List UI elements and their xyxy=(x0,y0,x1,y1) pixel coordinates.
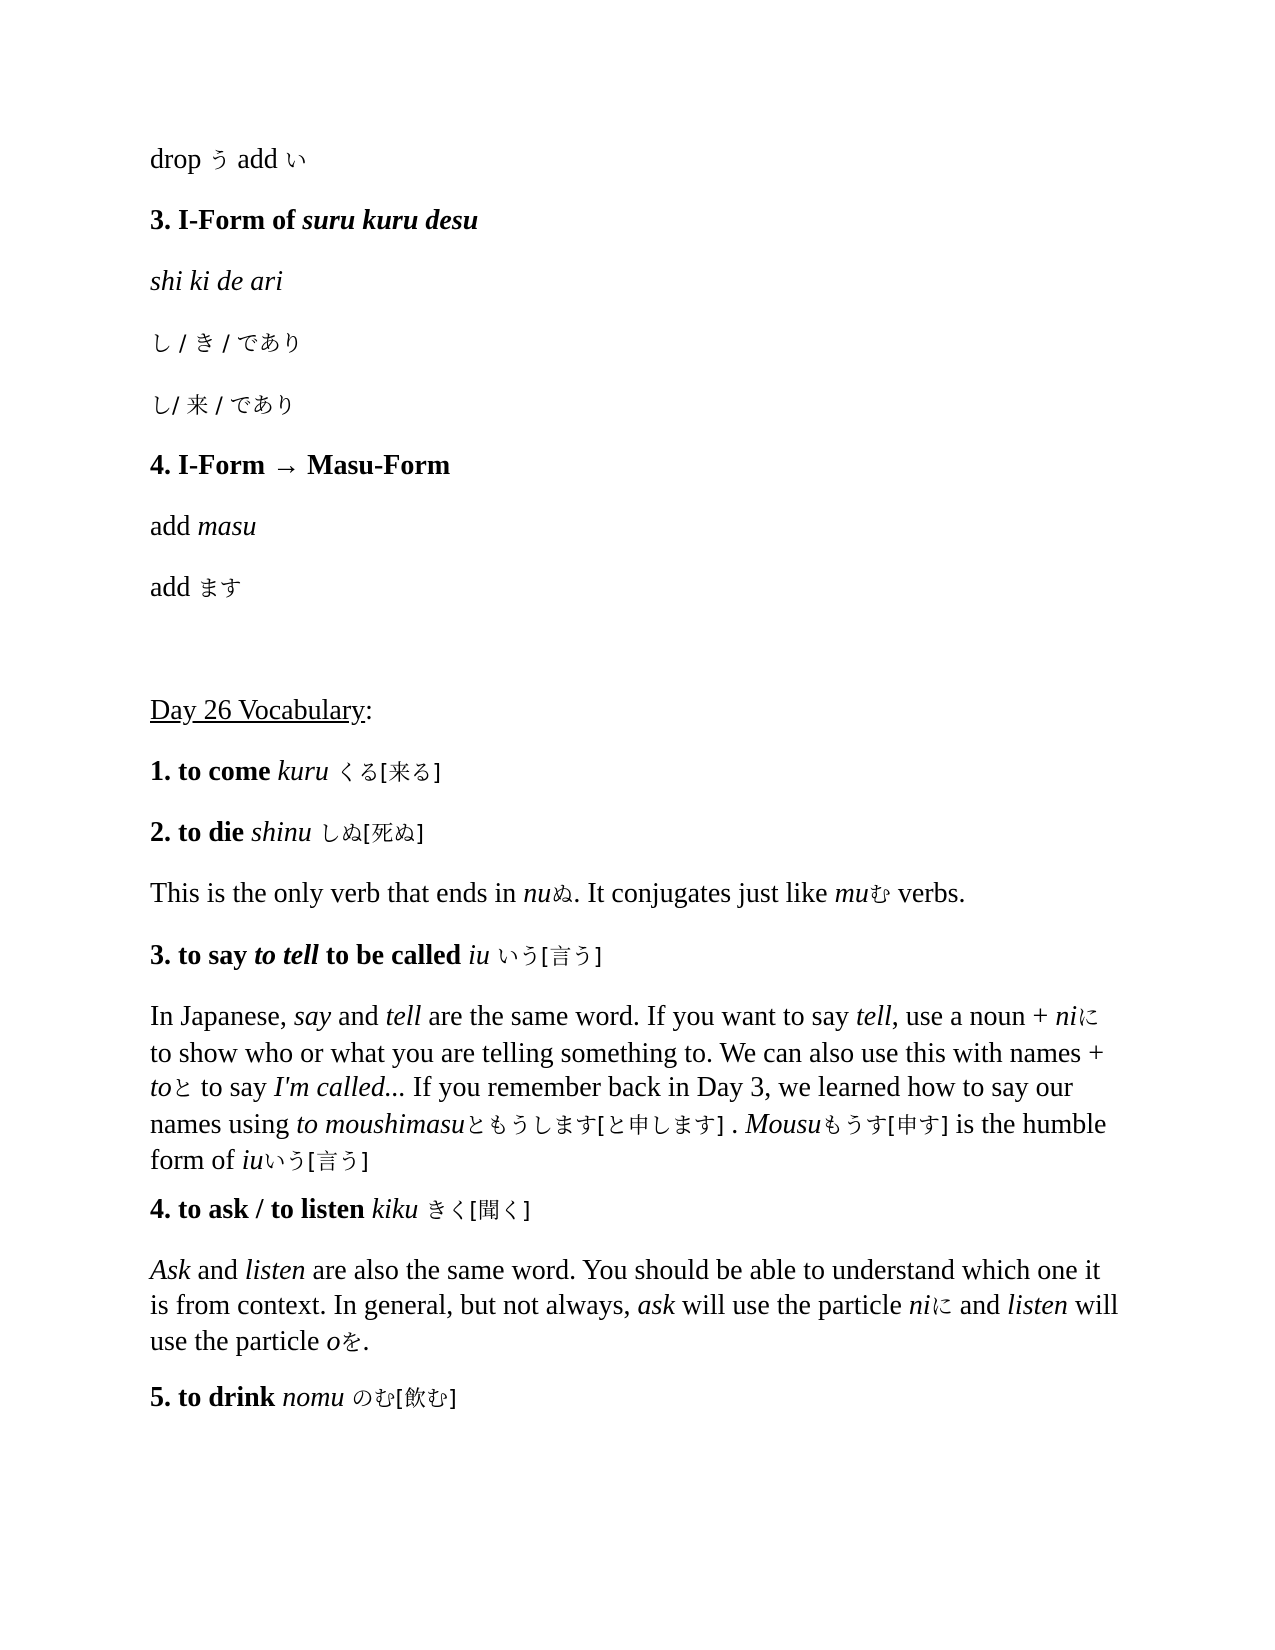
text: , use a noun + xyxy=(891,1001,1056,1032)
vocab-item xyxy=(150,939,602,975)
heading-italic: suru kuru desu xyxy=(302,205,479,236)
vocab-label: 5. to drink xyxy=(150,1382,276,1413)
text: and xyxy=(331,1001,386,1032)
text: are the same word. If you want to say xyxy=(421,1001,857,1032)
vocab-kana: きく[聞く] xyxy=(425,1199,531,1224)
kana-line xyxy=(150,326,303,362)
kana: い xyxy=(284,149,307,174)
add-masu-romaji xyxy=(150,510,257,544)
kana: む xyxy=(868,883,891,908)
vocab-kana: くる[来る] xyxy=(335,761,442,786)
text: and xyxy=(190,1255,245,1286)
kana: ます xyxy=(197,577,242,602)
heading-masu xyxy=(150,449,450,483)
vocab-label: to be called xyxy=(318,940,462,971)
italic: tell xyxy=(385,1001,422,1032)
kana: と xyxy=(171,1077,194,1102)
italic: say xyxy=(293,1001,332,1032)
text: to say xyxy=(193,1072,274,1103)
italic: tell xyxy=(856,1001,892,1032)
vocab-item xyxy=(150,816,424,852)
heading-text: 3. I-Form of xyxy=(150,205,303,236)
heading-text: 4. I-Form → Masu-Form xyxy=(150,450,451,481)
text: add xyxy=(230,144,285,175)
kana-text: し / き / であり xyxy=(150,332,303,357)
romaji: nu xyxy=(523,878,552,909)
text: add xyxy=(150,511,198,542)
vocab-label: 2. to die xyxy=(150,817,245,848)
text: . xyxy=(724,1108,746,1140)
text: . xyxy=(362,1326,370,1357)
note-ask xyxy=(150,1254,1125,1362)
kana: ぬ xyxy=(551,883,574,908)
vocab-kana: のむ[飲む] xyxy=(351,1387,457,1412)
italic: Ask xyxy=(150,1255,191,1286)
italic: listen xyxy=(244,1255,306,1286)
rule-drop-u xyxy=(150,143,307,179)
romaji: to xyxy=(150,1072,172,1103)
italic: ask xyxy=(637,1289,675,1321)
romaji-text: shi ki de ari xyxy=(150,266,283,297)
colon: : xyxy=(365,695,373,726)
vocab-kana: しぬ[死ぬ] xyxy=(318,822,424,847)
kanji-line xyxy=(150,388,296,424)
romaji-line xyxy=(150,265,283,299)
text: and xyxy=(952,1289,1008,1321)
text: verbs. xyxy=(890,878,966,909)
vocab-label: 4. to ask / to listen xyxy=(150,1194,365,1225)
vocab-item xyxy=(150,1193,531,1229)
kana: ともうします[と申します] xyxy=(465,1113,725,1139)
vocab-romaji: kiku xyxy=(371,1194,419,1225)
text: will use the particle xyxy=(674,1289,909,1321)
vocab-romaji: iu xyxy=(468,940,490,971)
text: . It conjugates just like xyxy=(573,878,835,909)
text: add xyxy=(150,572,198,603)
vocab-title: Day 26 Vocabulary xyxy=(150,695,366,726)
vocab-item xyxy=(150,1381,457,1417)
text: will use the particle xyxy=(150,1289,1119,1357)
romaji: iu xyxy=(241,1145,264,1176)
kana: もうす[申す] xyxy=(821,1113,949,1139)
romaji: ni xyxy=(1055,1001,1078,1032)
vocab-label: 3. to say xyxy=(150,940,255,971)
kana: に xyxy=(1077,1006,1100,1031)
kana: に xyxy=(930,1294,953,1320)
add-masu-kana xyxy=(150,571,241,607)
vocab-romaji: shinu xyxy=(251,817,312,848)
text: This is the only verb that ends in xyxy=(150,878,524,909)
heading-iform xyxy=(150,204,478,238)
note-say xyxy=(150,1000,1125,1181)
italic: listen xyxy=(1007,1289,1068,1321)
text: If you remember back in Day 3, we learned how to say our names using xyxy=(150,1072,1073,1140)
romaji: o xyxy=(326,1326,341,1357)
kana: を xyxy=(340,1331,363,1356)
vocab-item xyxy=(150,755,441,791)
text: drop xyxy=(150,144,209,175)
vocab-label: 1. to come xyxy=(150,756,271,787)
kanji-text: し/ 来 / であり xyxy=(150,394,296,419)
romaji: mu xyxy=(834,878,869,909)
vocab-label-italic: to tell xyxy=(254,940,319,971)
text: to show who or what you are telling something to. We can also use this with names + xyxy=(150,1037,1104,1069)
kana: いう[言う] xyxy=(263,1150,369,1175)
italic: I'm called... xyxy=(273,1072,406,1103)
vocab-kana: いう[言う] xyxy=(496,945,603,970)
romaji: Mousu xyxy=(745,1108,822,1140)
kana: う xyxy=(208,149,231,174)
vocab-romaji: kuru xyxy=(277,756,329,787)
text: In Japanese, xyxy=(150,1001,294,1032)
romaji: masu xyxy=(197,511,257,542)
vocab-romaji: nomu xyxy=(282,1382,345,1413)
text: is the humble form of xyxy=(150,1108,1107,1176)
text: are also the same word. You should be able to understand which one it is from context. In general, but not always, xyxy=(150,1255,1101,1321)
vocab-heading xyxy=(150,694,373,728)
note-die xyxy=(150,877,966,913)
romaji: ni xyxy=(908,1289,931,1321)
romaji: to moushimasu xyxy=(296,1108,466,1140)
